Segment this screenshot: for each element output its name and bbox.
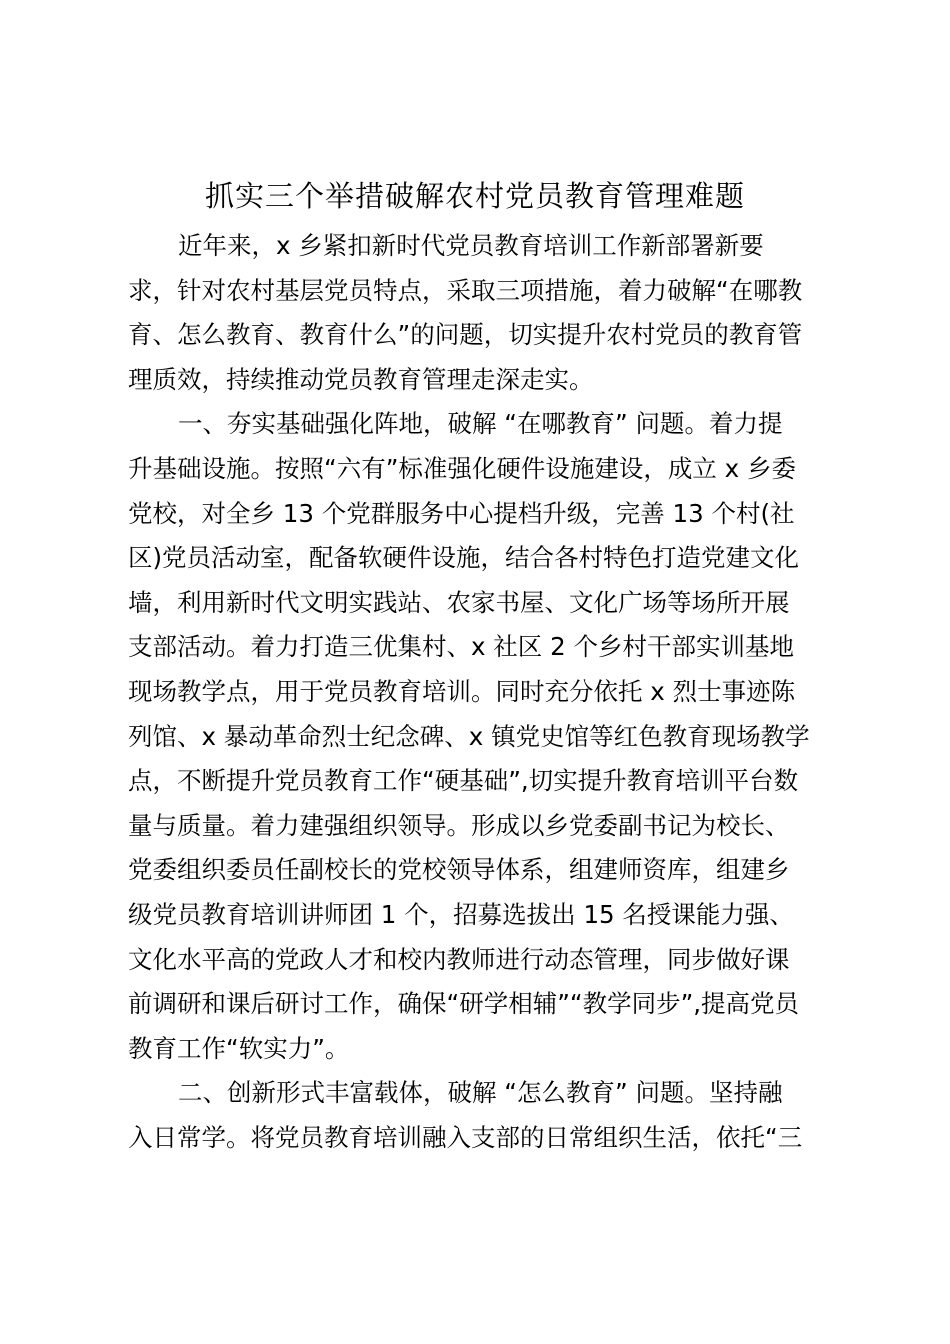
text-line: 级党员教育培训讲师团 1 个，招募选拔出 15 名授课能力强、 (128, 899, 794, 929)
text-line: 党委组织委员任副校长的党校领导体系，组建师资库，组建乡 (128, 855, 790, 885)
text-line: 入日常学。将党员教育培训融入支部的日常组织生活，依托“三 (128, 1122, 803, 1152)
paragraph-section-two (128, 1071, 838, 1160)
document-title: 抓实三个举措破解农村党员教育管理难题 (204, 179, 745, 213)
text-line: 现场教学点，用于党员教育培训。同时充分依托 x 烈士事迹陈 (128, 676, 796, 706)
paragraph-section-one (128, 402, 838, 1071)
text-line: 教育工作“软实力”。 (128, 1033, 350, 1063)
text-line: 育、怎么教育、教育什么”的问题，切实提升农村党员的教育管 (128, 320, 803, 350)
text-line: 墙，利用新时代文明实践站、农家书屋、文化广场等场所开展 (128, 587, 790, 617)
text-line: 量与质量。着力建强组织领导。形成以乡党委副书记为校长、 (128, 810, 790, 840)
text-line: 点，不断提升党员教育工作“硬基础”,切实提升教育培训平台数 (128, 766, 799, 796)
text-line: 区)党员活动室，配备软硬件设施，结合各村特色打造党建文化 (128, 543, 800, 573)
text-line: 理质效，持续推动党员教育管理走深走实。 (128, 364, 594, 394)
text-line: 二、创新形式丰富载体，破解 “怎么教育” 问题。坚持融 (178, 1078, 783, 1108)
text-line: 近年来，x 乡紧扣新时代党员教育培训工作新部署新要 (178, 231, 764, 260)
paragraph-intro (128, 224, 838, 402)
text-line: 列馆、x 暴动革命烈士纪念碑、x 镇党史馆等红色教育现场教学 (128, 721, 810, 751)
text-line: 升基础设施。按照“六有”标准强化硬件设施建设，成立 x 乡委 (128, 453, 796, 483)
text-line: 求，针对农村基层党员特点，采取三项措施，着力破解“在哪教 (128, 275, 803, 305)
document-body (128, 224, 838, 1160)
text-line: 前调研和课后研讨工作，确保“研学相辅”“教学同步”,提高党员 (128, 989, 800, 1019)
text-line: 一、夯实基础强化阵地，破解 “在哪教育” 问题。着力提 (178, 409, 783, 439)
text-line: 支部活动。着力打造三优集村、x 社区 2 个乡村干部实训基地 (128, 632, 794, 662)
text-line: 文化水平高的党政人才和校内教师进行动态管理，同步做好课 (128, 944, 790, 974)
text-line: 党校，对全乡 13 个党群服务中心提档升级，完善 13 个村(社 (128, 498, 795, 528)
